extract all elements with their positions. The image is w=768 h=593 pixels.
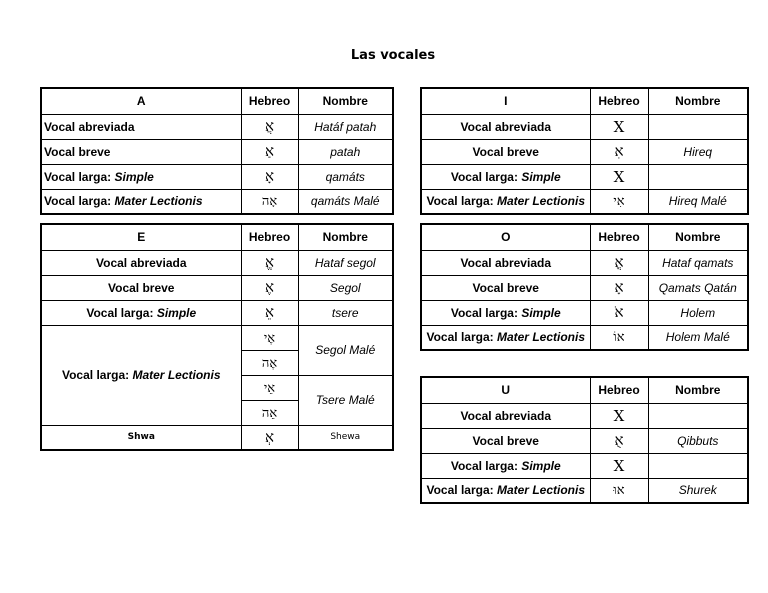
vowel-name: Hireq <box>648 139 748 164</box>
row-label: Vocal larga: Mater Lectionis <box>421 325 590 350</box>
row-label: Vocal larga: Mater Lectionis <box>421 189 590 214</box>
vowel-name: tsere <box>298 300 393 325</box>
hebrew-vowel: אֶה <box>241 350 298 375</box>
name-column-header: Nombre <box>298 224 393 250</box>
hebrew-vowel: אְ <box>241 425 298 450</box>
hebrew-vowel: אֹ <box>590 300 648 325</box>
table-header-row <box>421 377 748 403</box>
row-label: Shwa <box>41 425 241 450</box>
row-label: Vocal abreviada <box>421 250 590 275</box>
row-label: Vocal breve <box>421 139 590 164</box>
hebrew-column-header: Hebreo <box>241 88 298 114</box>
vowel-name: Qamats Qatán <box>648 275 748 300</box>
hebrew-vowel: אַ <box>241 139 298 164</box>
row-label: Vocal breve <box>421 428 590 453</box>
vowel-table-u <box>420 376 749 504</box>
table-row <box>41 114 393 139</box>
vowel-header: I <box>421 88 590 114</box>
hebrew-vowel: אֶי <box>241 325 298 350</box>
vowel-header: U <box>421 377 590 403</box>
vowel-name: Tsere Malé <box>298 375 393 425</box>
table-row <box>421 325 748 350</box>
table-row <box>421 250 748 275</box>
name-column-header: Nombre <box>298 88 393 114</box>
vowel-name: Hatáf patah <box>298 114 393 139</box>
hebrew-vowel: אוּ <box>590 478 648 503</box>
hebrew-vowel: אֻ <box>590 428 648 453</box>
table-row <box>41 164 393 189</box>
table-row <box>421 114 748 139</box>
vowel-name: qamáts Malé <box>298 189 393 214</box>
table-row <box>41 139 393 164</box>
table-row <box>421 139 748 164</box>
table-row <box>41 425 393 450</box>
row-label: Vocal larga: Simple <box>41 164 241 189</box>
hebrew-column-header: Hebreo <box>241 224 298 250</box>
vowel-table-e <box>40 223 394 451</box>
hebrew-vowel: אֵי <box>241 375 298 400</box>
hebrew-vowel: אֵ <box>241 300 298 325</box>
name-column-header: Nombre <box>648 377 748 403</box>
vowel-name: qamáts <box>298 164 393 189</box>
table-header-row <box>41 224 393 250</box>
vowel-table-a <box>40 87 394 215</box>
table-row <box>41 189 393 214</box>
table-header-row <box>41 88 393 114</box>
table-row <box>421 428 748 453</box>
row-label: Vocal larga: Mater Lectionis <box>421 478 590 503</box>
hebrew-vowel: אִ <box>590 139 648 164</box>
table-row <box>421 478 748 503</box>
row-label: Vocal abreviada <box>421 114 590 139</box>
vowel-name <box>648 453 748 478</box>
hebrew-vowel: X <box>590 164 648 189</box>
hebrew-vowel: אֵה <box>241 400 298 425</box>
vowel-table-i <box>420 87 749 215</box>
vowel-name: Holem <box>648 300 748 325</box>
table-header-row <box>421 224 748 250</box>
name-column-header: Nombre <box>648 88 748 114</box>
hebrew-vowel: אֲ <box>241 114 298 139</box>
vowel-name: Hataf segol <box>298 250 393 275</box>
table-row <box>421 403 748 428</box>
vowel-name <box>648 403 748 428</box>
row-label: Vocal breve <box>41 139 241 164</box>
hebrew-vowel: X <box>590 403 648 428</box>
table-row <box>421 275 748 300</box>
hebrew-column-header: Hebreo <box>590 88 648 114</box>
table-row <box>41 250 393 275</box>
row-label: Vocal larga: Simple <box>421 164 590 189</box>
vowel-header: E <box>41 224 241 250</box>
row-label: Vocal larga: Simple <box>421 453 590 478</box>
hebrew-vowel: אָ <box>241 164 298 189</box>
vowel-name: Qibbuts <box>648 428 748 453</box>
row-label: Vocal abreviada <box>41 250 241 275</box>
hebrew-vowel: אִי <box>590 189 648 214</box>
table-row <box>421 164 748 189</box>
vowel-name: Shewa <box>298 425 393 450</box>
table-row <box>421 453 748 478</box>
page-title: Las vocales <box>350 48 436 63</box>
vowel-header: A <box>41 88 241 114</box>
vowel-name <box>648 114 748 139</box>
hebrew-vowel: אֱ <box>241 250 298 275</box>
row-label: Vocal larga: Simple <box>41 300 241 325</box>
vowel-name: Segol <box>298 275 393 300</box>
hebrew-vowel: X <box>590 114 648 139</box>
name-column-header: Nombre <box>648 224 748 250</box>
hebrew-vowel: אָה <box>241 189 298 214</box>
table-row <box>41 275 393 300</box>
vowel-name: Segol Malé <box>298 325 393 375</box>
row-label: Vocal larga: Mater Lectionis <box>41 325 241 425</box>
row-label: Vocal larga: Simple <box>421 300 590 325</box>
row-label: Vocal breve <box>421 275 590 300</box>
table-row <box>421 189 748 214</box>
row-label: Vocal larga: Mater Lectionis <box>41 189 241 214</box>
hebrew-vowel: אָ <box>590 275 648 300</box>
row-label: Vocal breve <box>41 275 241 300</box>
vowel-name: Shurek <box>648 478 748 503</box>
table-header-row <box>421 88 748 114</box>
hebrew-vowel: X <box>590 453 648 478</box>
vowel-name: Hireq Malé <box>648 189 748 214</box>
table-row <box>421 300 748 325</box>
hebrew-column-header: Hebreo <box>590 377 648 403</box>
vowel-table-o <box>420 223 749 351</box>
row-label: Vocal abreviada <box>421 403 590 428</box>
hebrew-vowel: אֳ <box>590 250 648 275</box>
vowel-name: Holem Malé <box>648 325 748 350</box>
hebrew-vowel: אֶ <box>241 275 298 300</box>
table-row <box>41 300 393 325</box>
row-label: Vocal abreviada <box>41 114 241 139</box>
hebrew-vowel: אוֹ <box>590 325 648 350</box>
vowel-name: patah <box>298 139 393 164</box>
table-row <box>41 325 393 350</box>
vowel-header: O <box>421 224 590 250</box>
vowel-name: Hataf qamats <box>648 250 748 275</box>
hebrew-column-header: Hebreo <box>590 224 648 250</box>
vowel-name <box>648 164 748 189</box>
